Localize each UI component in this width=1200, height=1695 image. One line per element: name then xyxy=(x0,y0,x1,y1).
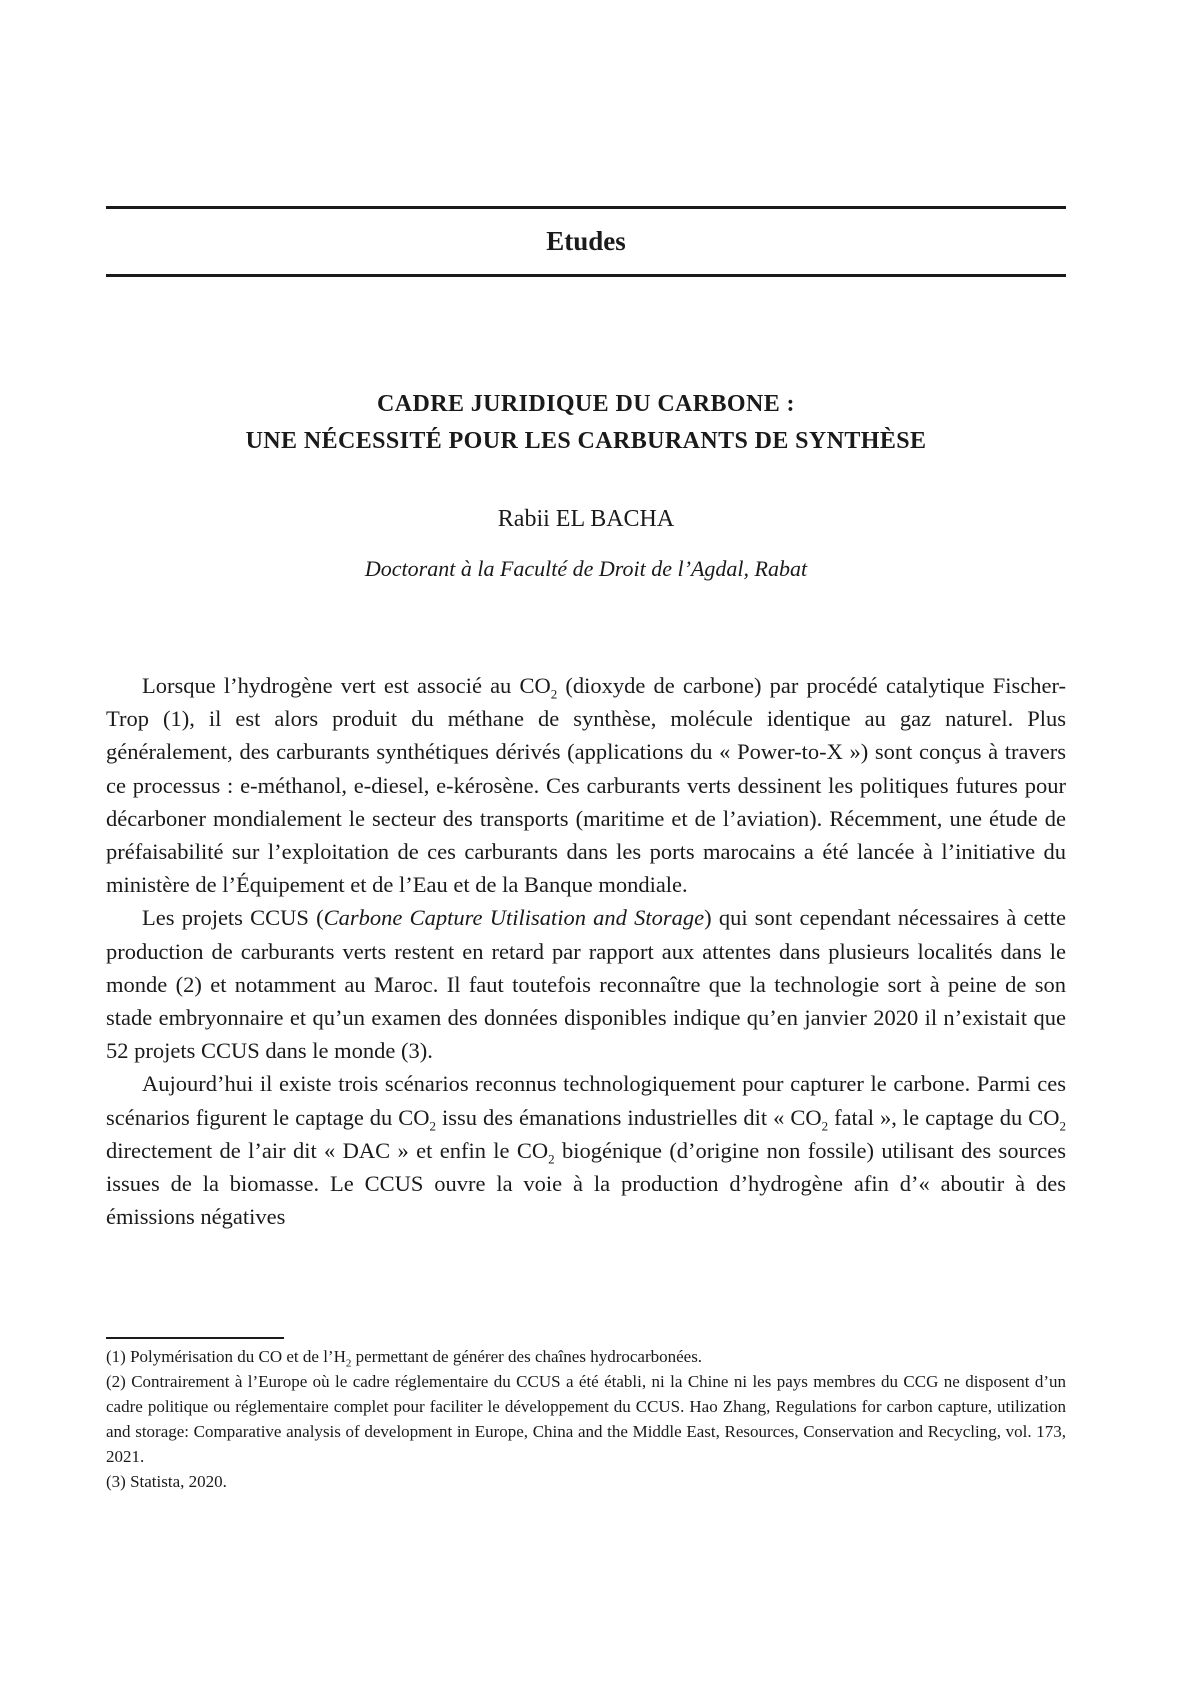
p3-text-a: Aujourd’hui il existe trois scénarios reconnus technologiquement pour capturer le carbone. Parmi ces scénarios figurent le captage du CO xyxy=(106,1071,1066,1130)
p3-text-b: issu des émanations industrielles dit « CO xyxy=(436,1104,822,1130)
p1-text-b: (dioxyde de carbone) par procédé catalytique Fischer-Trop (1), il est alors produit du méthane de synthèse, molécule identique au gaz naturel. Plus généralement, des carburants synthétiques dérivés (applications du « Power-to-X ») sont conçus à travers ce processus : e-méthanol, e-diesel, e-kérosène. Ces carburants verts dessinent les politiques futures pour décarboner mondialement le secteur des transports (maritime et de l’aviation). Récemment, une étude de préfaisabilité sur l’exploitation de ces carburants dans les ports marocains a été lancée à l’initiative du ministère de l’Équipement et de l’Eau et de la Banque mondiale. xyxy=(106,673,1066,898)
paragraph-1 xyxy=(106,669,1066,901)
fn1-text-b: permettant de générer des chaînes hydrocarbonées. xyxy=(351,1347,703,1366)
fn1-subscript: 2 xyxy=(345,1357,352,1370)
header-rule-top xyxy=(106,206,1066,209)
author-name: Rabii EL BACHA xyxy=(497,506,675,532)
paragraph-2 xyxy=(106,901,1066,1067)
footnotes xyxy=(106,1344,1066,1494)
p1-text-a: Lorsque l’hydrogène vert est associé au CO xyxy=(142,673,551,698)
p2-italic-term: Carbone Capture Utilisation and Storage xyxy=(323,905,705,931)
article-body xyxy=(106,669,1066,1233)
p2-text-a: Les projets CCUS ( xyxy=(142,905,324,931)
p3-text-c: fatal », le captage du CO xyxy=(828,1104,1060,1130)
p1-subscript: 2 xyxy=(550,686,558,702)
paragraph-3 xyxy=(106,1067,1066,1233)
p3-text-d: directement de l’air dit « DAC » et enfin le CO xyxy=(106,1137,549,1163)
title-line-2: UNE NÉCESSITÉ POUR LES CARBURANTS DE SYNTHÈSE xyxy=(245,428,927,454)
p3-subscript-3: 2 xyxy=(1059,1118,1066,1134)
p3-subscript-1: 2 xyxy=(429,1118,437,1134)
author-affiliation: Doctorant à la Faculté de Droit de l’Agdal, Rabat xyxy=(364,556,808,581)
title-line-1: CADRE JURIDIQUE DU CARBONE : xyxy=(377,391,795,417)
p2-text-b: ) qui sont cependant nécessaires à cette production de carburants verts restent en retard par rapport aux attentes dans plusieurs localités dans le monde (2) et notamment au Maroc. Il faut toutefois reconnaître que la technologie sort à peine de son stade embryonnaire et qu’un examen des données disponibles indique qu’en janvier 2020 il n’existait que 52 projets CCUS dans le monde (3). xyxy=(106,905,1066,1064)
header-rule-bottom xyxy=(106,274,1066,277)
footnote-1 xyxy=(106,1344,1066,1369)
article-title xyxy=(106,386,1066,460)
fn1-text-a: (1) Polymérisation du CO et de l’H xyxy=(106,1347,346,1366)
p3-subscript-4: 2 xyxy=(548,1151,555,1167)
footnote-separator xyxy=(106,1337,284,1339)
section-heading: Etudes xyxy=(546,226,626,256)
footnote-3: (3) Statista, 2020. xyxy=(106,1472,227,1491)
p3-text-e: biogénique (d’origine non fossile) utilisant des sources issues de la biomasse. Le CCUS ouvre la voie à la production d’hydrogène afin d’« aboutir à des émissions négatives xyxy=(106,1137,1066,1230)
footnote-2: (2) Contrairement à l’Europe où le cadre réglementaire du CCUS a été établi, ni la Chine ni les pays membres du CCG ne disposent d’un cadre politique ou réglementaire complet pour faciliter le développement du CCUS. Hao Zhang, Regulations for carbon capture, utilization and storage: Comparative analysis of development in Europe, China and the Middle East, Resources, Conservation and Recycling, vol. 173, 2021. xyxy=(106,1372,1066,1466)
p3-subscript-2: 2 xyxy=(821,1118,829,1134)
